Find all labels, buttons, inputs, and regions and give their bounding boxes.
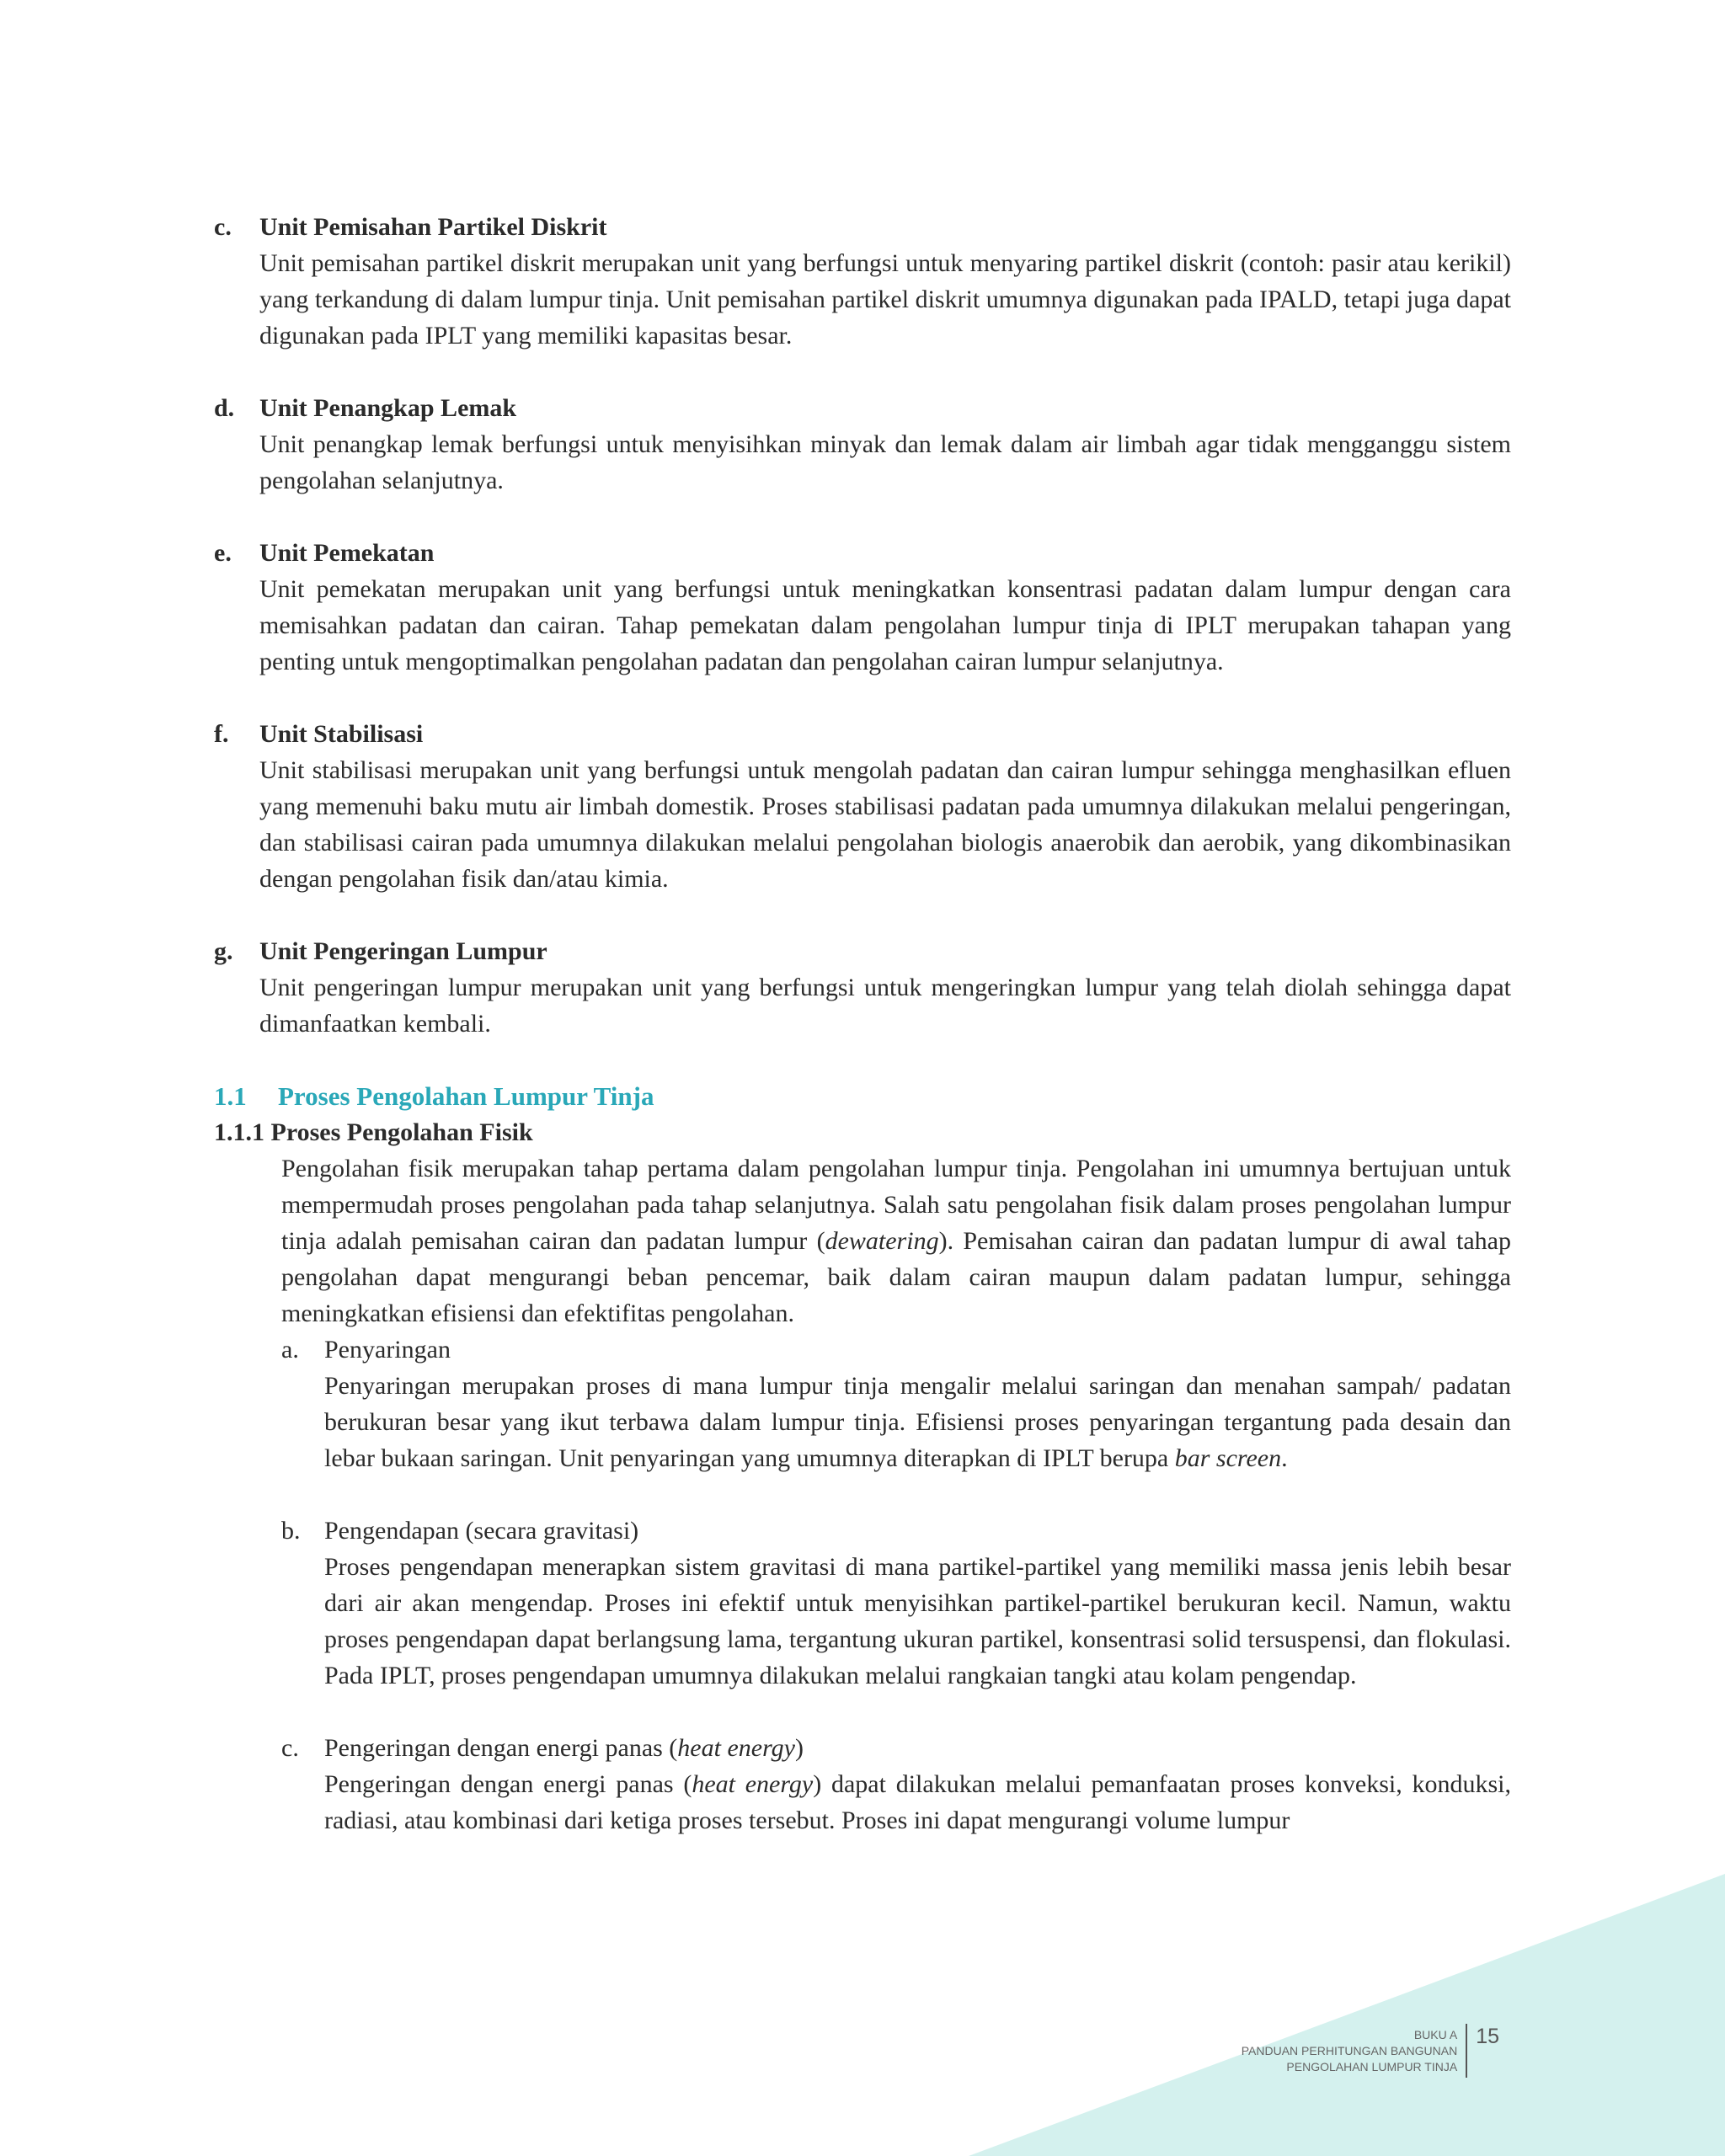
subsection-body <box>324 1368 1511 1476</box>
section-title: Unit Pemekatan <box>259 539 435 567</box>
subsection-italic: bar screen <box>1174 1444 1282 1472</box>
subsection-letter: a. <box>281 1336 299 1364</box>
section-g <box>214 933 1511 1042</box>
intro-text: Pengolahan fisik merupakan tahap pertama dalam pengolahan lumpur tinja. Pengolahan ini umumnya bertujuan untuk mempermudah proses pengolahan pada tahap selanjutnya. Salah satu pengolahan fisik dalam proses pengolahan lumpur tinja adalah pemisahan cairan dan padatan lumpur ( <box>281 1155 1511 1255</box>
page-content <box>214 209 1511 1838</box>
section-d <box>214 390 1511 499</box>
section-body: Unit pengeringan lumpur merupakan unit yang berfungsi untuk mengeringkan lumpur yang telah diolah sehingga dapat dimanfaatkan kembali. <box>259 974 1511 1038</box>
subsection-title-text: Pengeringan dengan energi panas ( <box>324 1734 678 1762</box>
heading-1-number: 1.1 <box>214 1081 247 1111</box>
section-body: Unit penangkap lemak berfungsi untuk menyisihkan minyak dan lemak dalam air limbah agar tidak mengganggu sistem pengolahan selanjutnya. <box>259 430 1511 494</box>
section-title: Unit Pemisahan Partikel Diskrit <box>259 213 607 241</box>
subsection-title-end: ) <box>794 1734 804 1762</box>
subsection-title-italic: heat energy <box>677 1734 795 1762</box>
subsection-letter: b. <box>281 1517 301 1545</box>
footer-title-1: PANDUAN PERHITUNGAN BANGUNAN <box>1241 2044 1458 2057</box>
section-f <box>214 716 1511 897</box>
subsection-text: Pengeringan dengan energi panas ( <box>324 1770 692 1798</box>
section-title: Unit Penangkap Lemak <box>259 394 517 422</box>
section-title: Unit Pengeringan Lumpur <box>259 937 547 965</box>
subsection-b <box>214 1513 1511 1694</box>
page-footer <box>1242 2024 1499 2078</box>
section-letter: d. <box>214 394 235 422</box>
subsection-a <box>214 1331 1511 1476</box>
section-letter: c. <box>214 213 232 241</box>
section-c <box>214 209 1511 354</box>
section-body: Unit stabilisasi merupakan unit yang berfungsi untuk mengolah padatan dan cairan lumpur sehingga menghasilkan efluen yang memenuhi baku mutu air limbah domestik. Proses stabilisasi padatan pada umumnya dilakukan melalui pengeringan, dan stabilisasi cairan pada umumnya dilakukan melalui pengolahan biologis anaerobik dan aerobik, yang dikombinasikan dengan pengolahan fisik dan/atau kimia. <box>259 756 1511 893</box>
section-body: Unit pemisahan partikel diskrit merupakan unit yang berfungsi untuk menyaring partikel diskrit (contoh: pasir atau kerikil) yang terkandung di dalam lumpur tinja. Unit pemisahan partikel diskrit umumnya digunakan pada IPALD, tetapi juga dapat digunakan pada IPLT yang memiliki kapasitas besar. <box>259 249 1511 350</box>
subsection-text: Penyaringan merupakan proses di mana lumpur tinja mengalir melalui saringan dan menahan sampah/ padatan berukuran besar yang ikut terbawa dalam lumpur tinja. Efisiensi proses penyaringan tergantung pada desain dan lebar bukaan saringan. Unit penyaringan yang umumnya diterapkan di IPLT berupa <box>324 1372 1511 1472</box>
subsection-title: Penyaringan <box>324 1336 451 1364</box>
subsection-body: Proses pengendapan menerapkan sistem gravitasi di mana partikel-partikel yang memiliki massa jenis lebih besar dari air akan mengendap. Proses ini efektif untuk menyisihkan partikel-partikel berukuran kecil. Namun, waktu proses pengendapan dapat berlangsung lama, tergantung ukuran partikel, konsentrasi solid tersuspensi, dan flokulasi. Pada IPLT, proses pengendapan umumnya dilakukan melalui rangkaian tangki atau kolam pengendap. <box>324 1553 1511 1689</box>
intro-paragraph <box>214 1150 1511 1331</box>
subsection-title: Pengendapan (secara gravitasi) <box>324 1517 639 1545</box>
subsection-title <box>324 1730 1511 1766</box>
subsection-italic: heat energy <box>692 1770 814 1798</box>
subsection-body <box>324 1766 1511 1838</box>
section-e <box>214 535 1511 680</box>
subsection-text-2: ) dapat dilakukan melalui pemanfaatan proses konveksi, konduksi, radiasi, atau kombinasi dari ketiga proses tersebut. Proses ini dapat mengurangi volume lumpur <box>324 1770 1511 1834</box>
footer-title-2: PENGOLAHAN LUMPUR TINJA <box>1286 2060 1458 2073</box>
section-title: Unit Stabilisasi <box>259 720 424 748</box>
section-letter: f. <box>214 720 229 748</box>
intro-italic: dewatering <box>825 1227 939 1255</box>
footer-book: BUKU A <box>1413 2028 1458 2041</box>
page-number: 15 <box>1476 2025 1499 2048</box>
section-letter: e. <box>214 539 232 567</box>
heading-1 <box>214 1078 1511 1114</box>
heading-1-title: Proses Pengolahan Lumpur Tinja <box>278 1081 654 1111</box>
subsection-letter: c. <box>281 1734 299 1762</box>
heading-2: 1.1.1 Proses Pengolahan Fisik <box>214 1118 533 1146</box>
section-body: Unit pemekatan merupakan unit yang berfungsi untuk meningkatkan konsentrasi padatan dalam lumpur dengan cara memisahkan padatan dan cairan. Tahap pemekatan dalam pengolahan lumpur tinja di IPLT merupakan tahapan yang penting untuk mengoptimalkan pengolahan padatan dan pengolahan cairan lumpur selanjutnya. <box>259 575 1511 675</box>
intro-text-2: ). Pemisahan cairan dan padatan lumpur di awal tahap pengolahan dapat mengurangi beban pencemar, baik dalam cairan maupun dalam padatan lumpur, sehingga meningkatkan efisiensi dan efektifitas pengolahan. <box>281 1227 1511 1327</box>
footer-text <box>1242 2027 1466 2075</box>
subsection-end: . <box>1281 1444 1288 1472</box>
subsection-c <box>214 1730 1511 1838</box>
section-letter: g. <box>214 937 233 965</box>
